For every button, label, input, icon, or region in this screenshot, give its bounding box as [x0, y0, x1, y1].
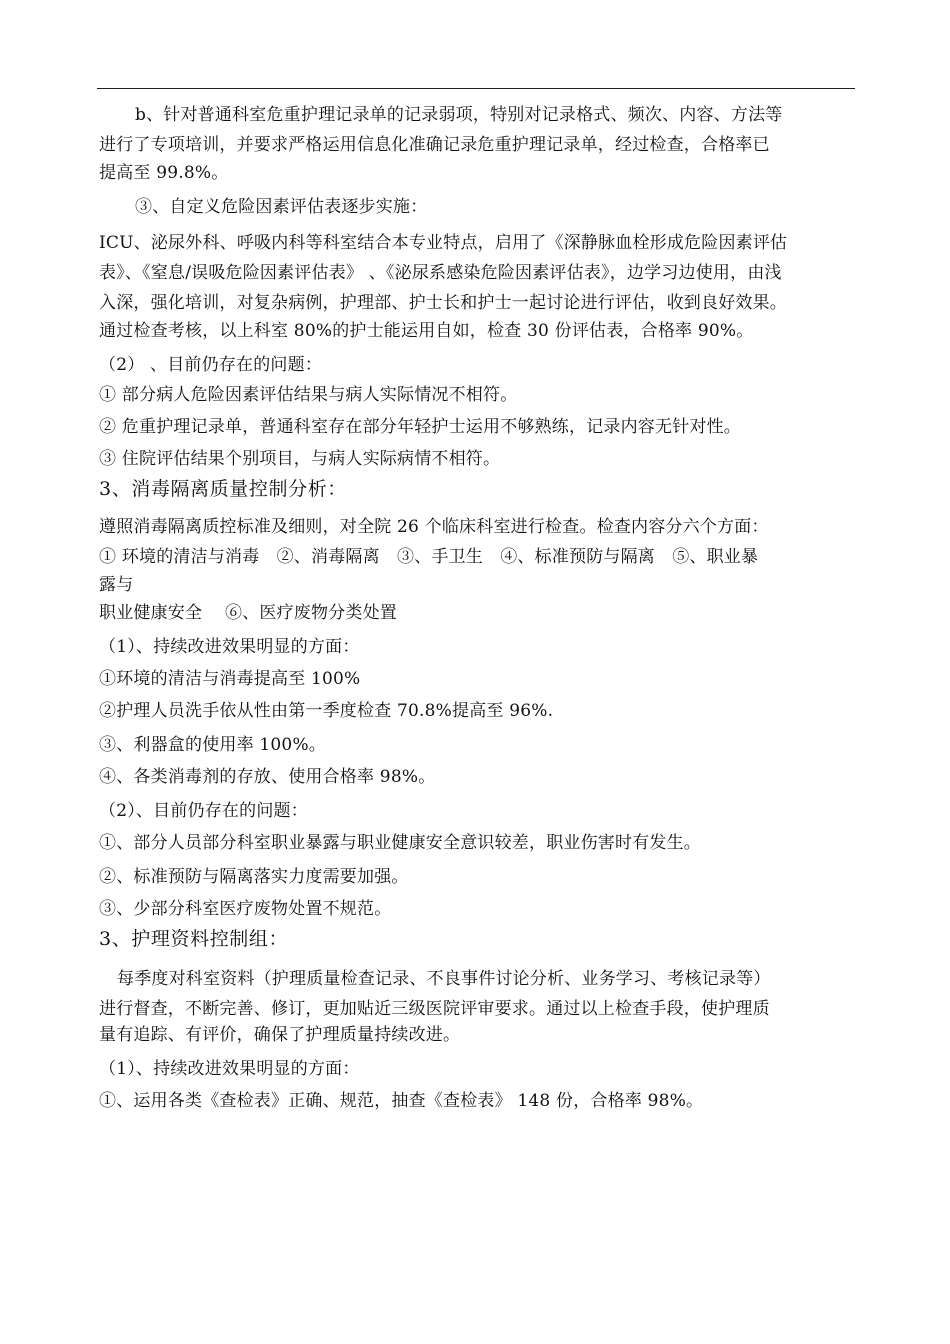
paragraph-line: 每季度对科室资料（护理质量检查记录、不良事件讨论分析、业务学习、考核记录等）	[117, 969, 771, 989]
subheading: （1）、持续改进效果明显的方面：	[99, 637, 360, 657]
list-item: ② 危重护理记录单，普通科室存在部分年轻护士运用不够熟练，记录内容无针对性。	[99, 417, 742, 437]
paragraph-line: 露与	[99, 575, 134, 595]
subheading: （2）、目前仍存在的问题：	[99, 801, 308, 821]
section-heading: 3、护理资料控制组：	[99, 928, 289, 950]
list-item: ③、利器盒的使用率 100%。	[99, 735, 327, 755]
list-item: ①、部分人员部分科室职业暴露与职业健康安全意识较差，职业伤害时有发生。	[99, 833, 701, 853]
subheading: ③、自定义危险因素评估表逐步实施：	[135, 197, 428, 217]
paragraph-line: 量有追踪、有评价，确保了护理质量持续改进。	[99, 1025, 461, 1045]
paragraph-line: 通过检查考核，以上科室 80%的护士能运用自如，检查 30 份评估表，合格率 90%。	[99, 321, 754, 341]
paragraph-line: 表》、《窒息/误吸危险因素评估表》 、《泌尿系感染危险因素评估表》，边学习边使用，由浅	[99, 263, 782, 283]
paragraph-line: ICU、泌尿外科、呼吸内科等科室结合本专业特点，启用了《深静脉血栓形成危险因素评估	[99, 233, 788, 253]
list-item: ① 部分病人危险因素评估结果与病人实际情况不相符。	[99, 385, 518, 405]
paragraph-line: b、针对普通科室危重护理记录单的记录弱项，特别对记录格式、频次、内容、方法等	[135, 105, 783, 125]
subheading: （2） 、目前仍存在的问题：	[99, 355, 323, 375]
list-item: ②、标准预防与隔离落实力度需要加强。	[99, 867, 409, 887]
list-item: ③、少部分科室医疗废物处置不规范。	[99, 899, 392, 919]
list-item: ①、运用各类《查检表》正确、规范，抽查《查检表》 148 份，合格率 98%。	[99, 1091, 704, 1111]
paragraph-line: 进行督查，不断完善、修订，更加贴近三级医院评审要求。通过以上检查手段，使护理质	[99, 999, 770, 1019]
list-item: ③ 住院评估结果个别项目，与病人实际病情不相符。	[99, 449, 501, 469]
list-item: ①环境的清洁与消毒提高至 100%	[99, 669, 361, 689]
subheading: （1）、持续改进效果明显的方面：	[99, 1059, 360, 1079]
header-rule	[97, 88, 855, 89]
paragraph-line: 进行了专项培训，并要求严格运用信息化准确记录危重护理记录单，经过检查，合格率已	[99, 135, 770, 155]
paragraph-line: 遵照消毒隔离质控标准及细则，对全院 26 个临床科室进行检查。检查内容分六个方面：	[99, 517, 769, 537]
list-item: ②护理人员洗手依从性由第一季度检查 70.8%提高至 96%.	[99, 701, 554, 721]
list-item: ④、各类消毒剂的存放、使用合格率 98%。	[99, 767, 436, 787]
paragraph-line: ① 环境的清洁与消毒 ②、消毒隔离 ③、手卫生 ④、标准预防与隔离 ⑤、职业暴	[99, 547, 759, 567]
section-heading: 3、消毒隔离质量控制分析：	[99, 478, 347, 500]
paragraph-line: 提高至 99.8%。	[99, 163, 229, 183]
paragraph-line: 职业健康安全 ⑥、医疗废物分类处置	[99, 603, 398, 623]
paragraph-line: 入深，强化培训，对复杂病例，护理部、护士长和护士一起讨论进行评估，收到良好效果。	[99, 293, 787, 313]
